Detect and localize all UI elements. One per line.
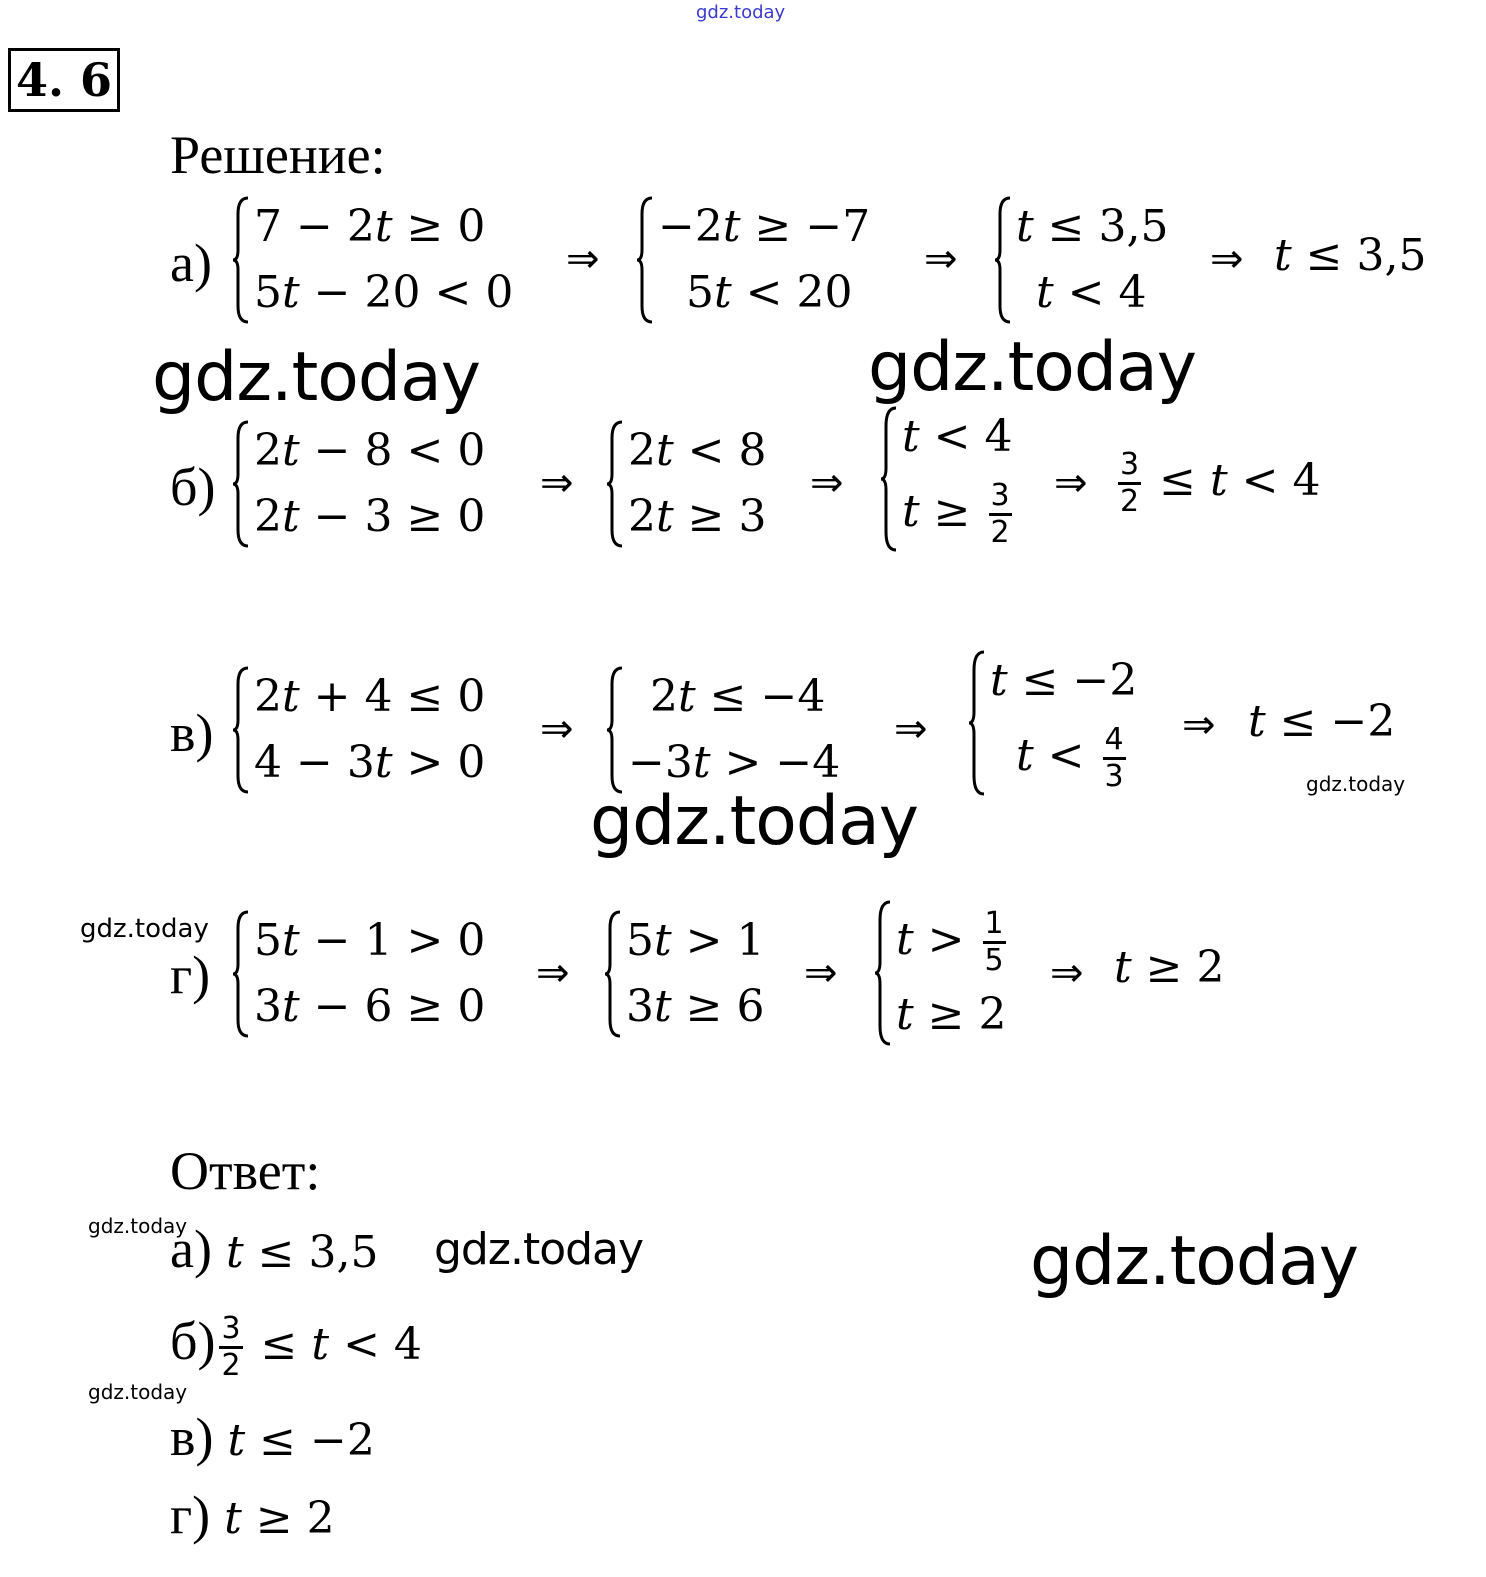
part-b-result: $\frac{3}{2}$ ≤ t < 4 [1120,447,1321,519]
brace [232,194,250,326]
watermark: gdz.today [88,1380,188,1404]
implies-arrow: ⇒ [810,460,844,506]
brace [606,664,624,796]
inequality: 2t ≥ 3 [628,491,767,542]
part-a-system-3 [994,194,1169,326]
part-v-label: в) [170,703,214,763]
inequality: 2t − 8 < 0 [254,425,486,476]
watermark: gdz.today [80,914,209,944]
brace [606,418,624,550]
part-g-system-1 [232,908,485,1040]
inequality: t ≤ −2 [990,655,1138,706]
part-v-system-3 [968,648,1137,798]
watermark: gdz.today [88,1214,188,1238]
implies-arrow: ⇒ [540,706,574,752]
watermark: gdz.today [1030,1222,1358,1301]
part-a-label: а) [170,233,212,293]
inequality: −3t > −4 [628,737,841,788]
part-b-system-3 [880,404,1016,554]
part-g-system-3 [874,898,1010,1048]
brace [232,664,250,796]
implies-arrow: ⇒ [540,460,574,506]
inequality: 5t − 1 > 0 [254,915,486,966]
implies-arrow: ⇒ [894,706,928,752]
implies-arrow: ⇒ [1050,950,1084,996]
fraction: $\frac{3}{2}$ [990,478,1010,550]
watermark: gdz.today [868,328,1196,407]
brace [232,908,250,1040]
implies-arrow: ⇒ [804,950,838,996]
inequality: 2t − 3 ≥ 0 [254,491,486,542]
implies-arrow: ⇒ [924,236,958,282]
inequality: t ≥ 2 [896,989,1007,1040]
implies-arrow: ⇒ [1182,702,1216,748]
brace [880,404,898,554]
part-b-system-2 [606,418,767,550]
watermark: gdz.today [152,338,480,417]
brace [874,898,892,1048]
part-v-system-2 [606,664,840,796]
answer-heading: Ответ: [170,1141,321,1201]
inequality: −2t ≥ −7 [658,201,871,252]
inequality: t < 4 [902,411,1013,462]
answer-v: в) t ≤ −2 [170,1407,375,1467]
part-v-result: t ≤ −2 [1248,696,1396,747]
inequality: t < $\frac{4}{3}$ [1016,722,1124,794]
inequality: 5t < 20 [686,267,853,318]
inequality: t ≤ 3,5 [1016,201,1169,252]
brace [232,418,250,550]
brace [636,194,654,326]
implies-arrow: ⇒ [566,236,600,282]
part-v-system-1 [232,664,485,796]
inequality: 4 − 3t > 0 [254,737,486,788]
answer-g: г) t ≥ 2 [170,1485,335,1545]
inequality: 5t > 1 [626,915,765,966]
part-g-result: t ≥ 2 [1114,942,1225,993]
inequality: 3t − 6 ≥ 0 [254,981,486,1032]
inequality: 7 − 2t ≥ 0 [254,201,486,252]
fraction: $\frac{4}{3}$ [1104,722,1124,794]
answer-b: б) $\frac{3}{2}$ ≤ t < 4 [170,1311,422,1383]
solution-heading: Решение: [170,125,386,185]
implies-arrow: ⇒ [1054,460,1088,506]
implies-arrow: ⇒ [536,950,570,996]
part-b-label: б) [170,457,216,517]
watermark: gdz.today [590,782,918,861]
part-g-system-2 [604,908,765,1040]
inequality: t < 4 [1036,267,1147,318]
fraction: $\frac{3}{2}$ [221,1311,241,1383]
inequality: 2t < 8 [628,425,767,476]
inequality: t > $\frac{1}{5}$ [896,906,1004,978]
inequality: 2t + 4 ≤ 0 [254,671,486,722]
part-b-system-1 [232,418,485,550]
watermark: gdz.today [1306,772,1406,796]
inequality: 5t − 20 < 0 [254,267,514,318]
brace [604,908,622,1040]
watermark: gdz.today [434,1224,644,1275]
answer-a: а) t ≤ 3,5 [170,1219,379,1279]
brace [968,648,986,798]
part-g-label: г) [170,945,211,1005]
brace [994,194,1012,326]
fraction: $\frac{1}{5}$ [984,906,1004,978]
problem-number: 4. 6 [8,48,120,112]
part-a-system-1 [232,194,513,326]
inequality: t ≥ $\frac{3}{2}$ [902,478,1010,550]
part-a-result: t ≤ 3,5 [1274,230,1427,281]
inequality: 3t ≥ 6 [626,981,765,1032]
inequality: 2t ≤ −4 [650,671,826,722]
implies-arrow: ⇒ [1210,236,1244,282]
watermark-top: gdz.today [696,2,786,23]
part-a-system-2 [636,194,870,326]
fraction: $\frac{3}{2}$ [1120,447,1140,519]
